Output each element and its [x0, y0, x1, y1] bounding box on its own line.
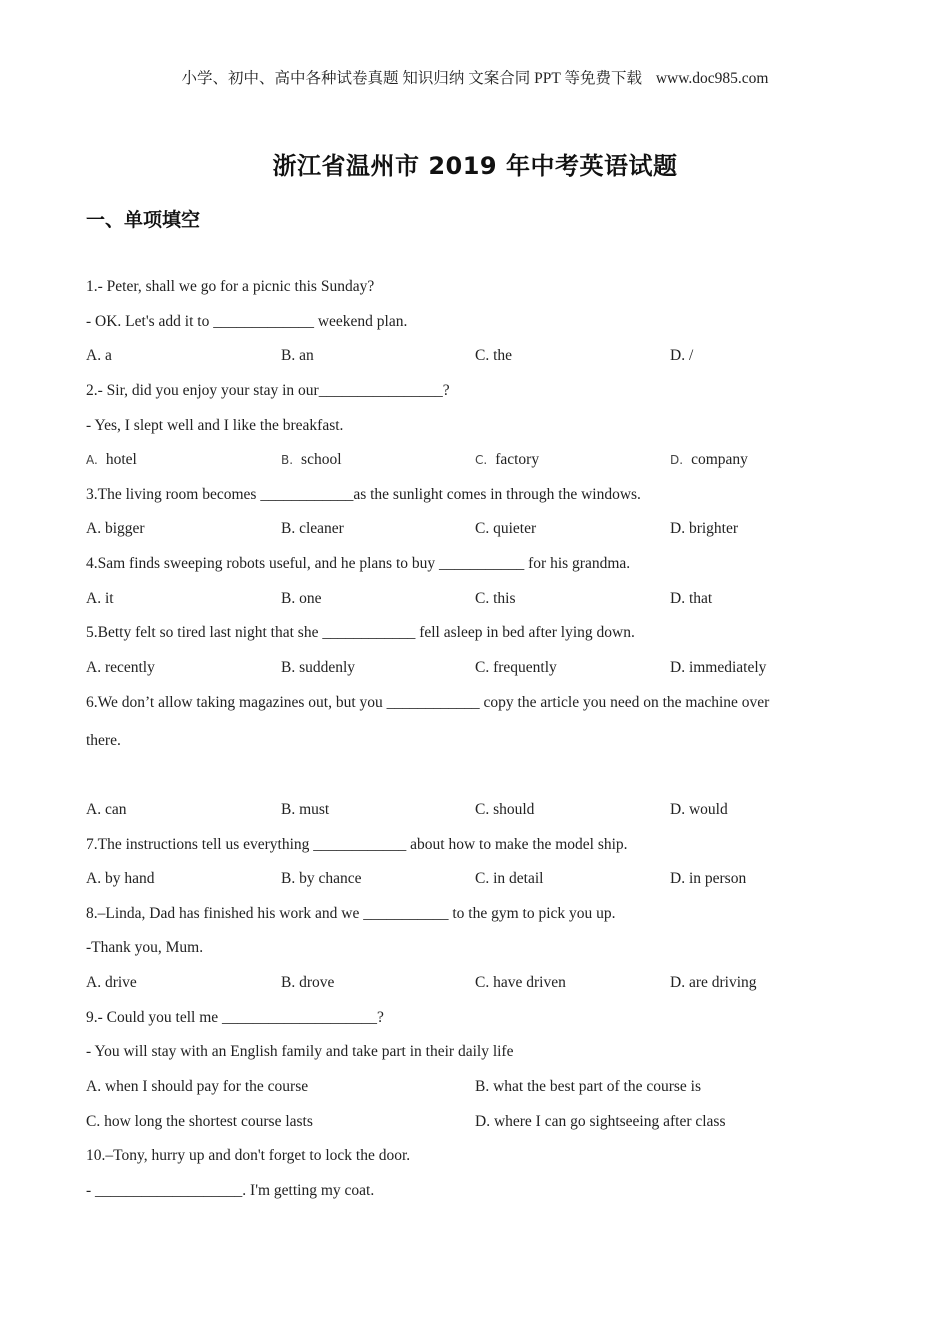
question-4-option-a: A. it — [86, 590, 114, 607]
option-text: hotel — [105, 451, 137, 468]
question-7-option-b: B. by chance — [281, 870, 362, 887]
question-6-option-d: D. would — [670, 801, 728, 818]
option-letter: D. — [670, 453, 684, 467]
question-6-option-b: B. must — [281, 801, 330, 818]
question-1-option-c: C. the — [475, 347, 513, 364]
question-9-reply: - You will stay with an English family and take part in their daily life — [86, 1043, 514, 1060]
question-9-option-c: C. how long the shortest course lasts — [86, 1113, 313, 1130]
question-3-option-d: D. brighter — [670, 520, 739, 537]
option-text: factory — [495, 451, 540, 468]
question-2-option-c — [475, 451, 539, 469]
question-10-reply: - ___________________. I'm getting my coat. — [86, 1182, 375, 1199]
question-6-option-a: A. can — [86, 801, 127, 818]
question-9-option-d: D. where I can go sightseeing after class — [475, 1113, 726, 1130]
question-9-stem: 9.- Could you tell me ____________________? — [86, 1009, 384, 1026]
question-7-option-d: D. in person — [670, 870, 747, 887]
question-6-stem-continued: there. — [86, 732, 121, 749]
question-1-stem: 1.- Peter, shall we go for a picnic this Sunday? — [86, 278, 375, 295]
question-1-option-a: A. a — [86, 347, 112, 364]
question-5-option-a: A. recently — [86, 659, 155, 676]
page-title: 浙江省温州市 2019 年中考英语试题 — [272, 152, 678, 180]
question-7-stem: 7.The instructions tell us everything ____________ about how to make the model ship. — [86, 836, 628, 853]
question-9-option-b: B. what the best part of the course is — [475, 1078, 701, 1095]
question-7-option-c: C. in detail — [475, 870, 544, 887]
question-1-option-b: B. an — [281, 347, 314, 364]
question-1-answer-line: - OK. Let's add it to _____________ weekend plan. — [86, 313, 408, 330]
question-2-option-b — [281, 451, 342, 469]
question-2-stem: 2.- Sir, did you enjoy your stay in our________________? — [86, 382, 450, 399]
question-2-option-d — [670, 451, 748, 469]
question-8-option-c: C. have driven — [475, 974, 566, 991]
question-3-option-c: C. quieter — [475, 520, 537, 537]
option-letter: B. — [281, 453, 294, 467]
question-5-option-c: C. frequently — [475, 659, 557, 676]
question-8-stem: 8.–Linda, Dad has finished his work and we ___________ to the gym to pick you up. — [86, 905, 616, 922]
question-10-stem: 10.–Tony, hurry up and don't forget to lock the door. — [86, 1147, 411, 1164]
question-4-stem: 4.Sam finds sweeping robots useful, and he plans to buy ___________ for his grandma. — [86, 555, 631, 572]
question-5-option-d: D. immediately — [670, 659, 767, 676]
question-5-option-b: B. suddenly — [281, 659, 356, 676]
question-9-option-a: A. when I should pay for the course — [86, 1078, 309, 1095]
question-3-option-b: B. cleaner — [281, 520, 344, 537]
page-header — [0, 66, 950, 88]
question-1-option-d: D. / — [670, 347, 694, 364]
question-8-option-b: B. drove — [281, 974, 335, 991]
question-3-option-a: A. bigger — [86, 520, 145, 537]
question-8-option-d: D. are driving — [670, 974, 757, 991]
question-8-reply: -Thank you, Mum. — [86, 939, 204, 956]
header-text: 小学、初中、高中各种试卷真题 知识归纳 文案合同 PPT 等免费下载 — [181, 70, 642, 87]
question-4-option-c: C. this — [475, 590, 516, 607]
option-text: school — [301, 451, 342, 468]
question-6-stem: 6.We don’t allow taking magazines out, but you ____________ copy the article you need on the machine over — [86, 694, 770, 711]
option-text: company — [691, 451, 748, 468]
question-4-option-d: D. that — [670, 590, 713, 607]
question-5-stem: 5.Betty felt so tired last night that she ____________ fell asleep in bed after lying down. — [86, 624, 635, 641]
question-2-answer-line: - Yes, I slept well and I like the breakfast. — [86, 417, 344, 434]
question-2-option-a — [86, 451, 137, 469]
question-8-option-a: A. drive — [86, 974, 137, 991]
question-7-option-a: A. by hand — [86, 870, 155, 887]
option-letter: C. — [475, 453, 488, 467]
section-heading: 一、单项填空 — [86, 209, 201, 231]
question-3-stem: 3.The living room becomes ____________as the sunlight comes in through the windows. — [86, 486, 641, 503]
question-4-option-b: B. one — [281, 590, 322, 607]
question-6-option-c: C. should — [475, 801, 535, 818]
option-letter: A. — [86, 453, 98, 467]
header-url: www.doc985.com — [655, 70, 769, 87]
